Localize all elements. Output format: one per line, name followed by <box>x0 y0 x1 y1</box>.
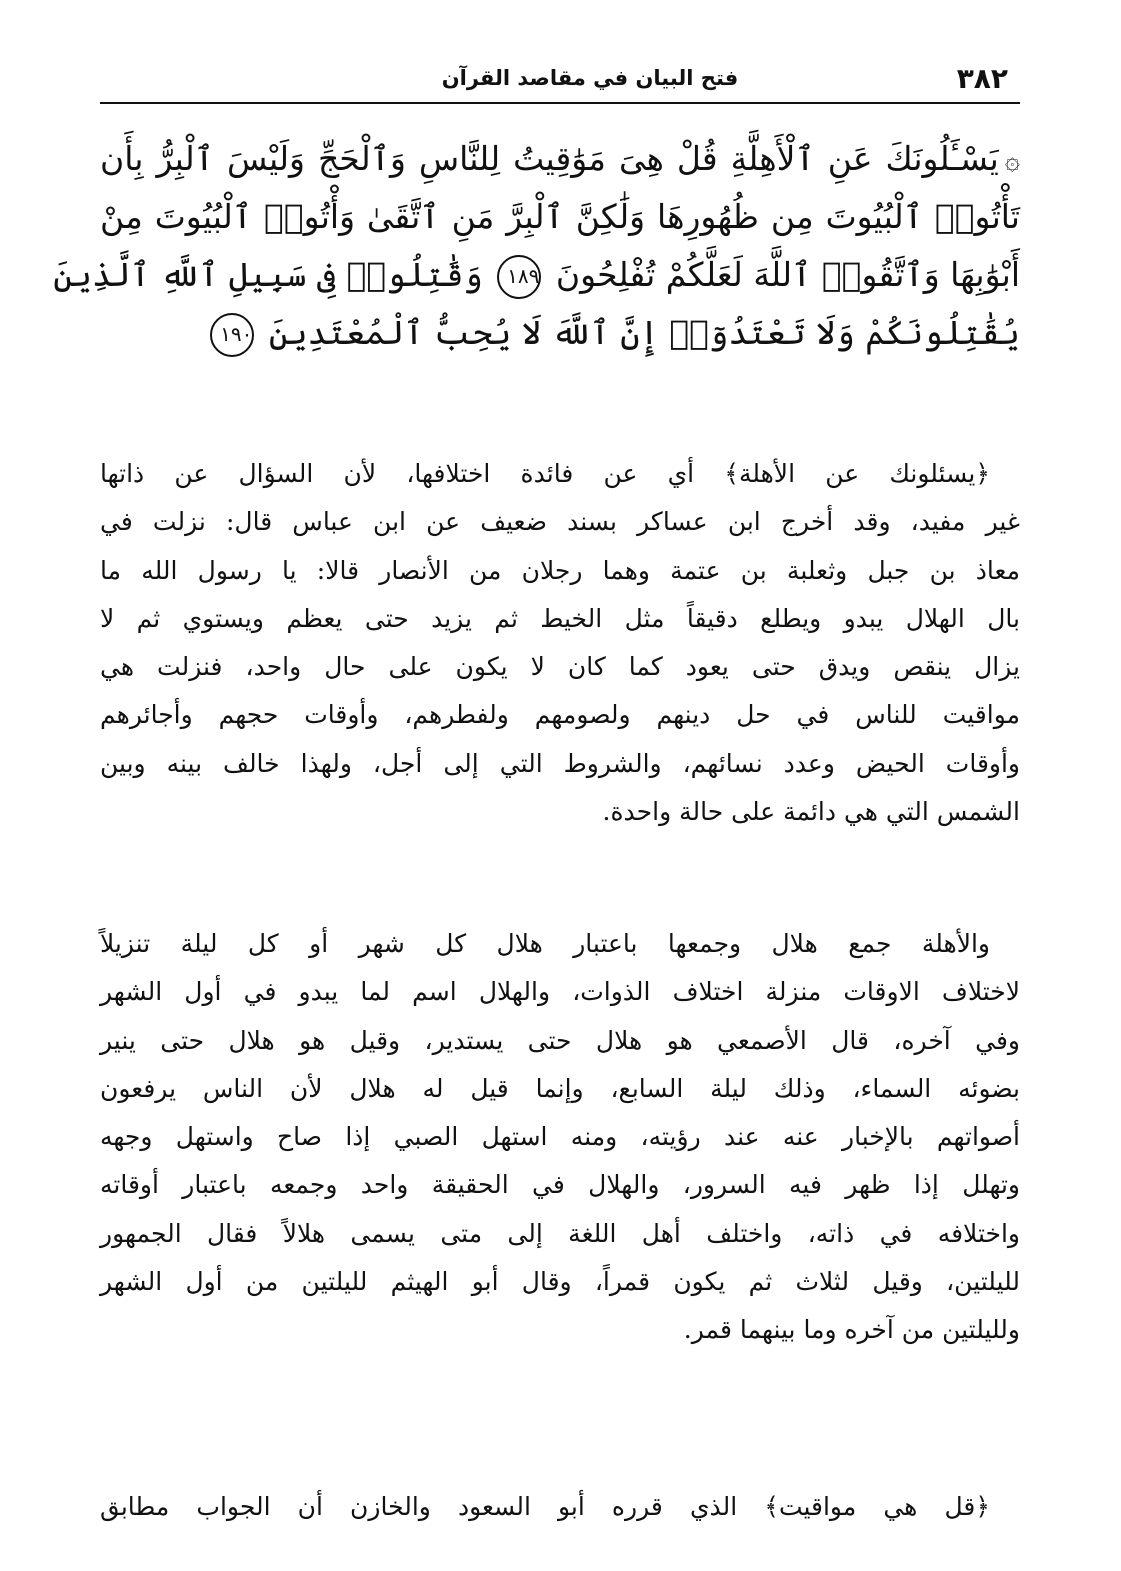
verse-line: تَأْتُوا۟ ٱلْبُيُوتَ مِن ظُهُورِهَا وَلَٰكِنَّ ٱلْبِرَّ مَنِ ٱتَّقَىٰ وَأْتُوا۟ ٱلْبُيُوتَ مِنْ <box>100 197 1020 236</box>
text-line: بضوئه السماء، وذلك ليلة السابع، وإنما قيل له هلال لأن الناس يرفعون <box>100 1073 1020 1103</box>
verse-line: ۞يَسْـَٔلُونَكَ عَنِ ٱلْأَهِلَّةِ قُلْ هِىَ مَوَٰقِيتُ لِلنَّاسِ وَٱلْحَجِّ وَلَيْسَ ٱلْبِرُّ بِأَن <box>100 130 1020 188</box>
text-line: معاذ بن جبل وثعلبة بن عتمة وهما رجلان من الأنصار قالا: يا رسول الله ما <box>100 555 1020 585</box>
text-line: لليلتين، وقيل لثلاث ثم يكون قمراً، وقال أبو الهيثم لليلتين من أول الشهر <box>100 1267 1020 1297</box>
ayah-number-189-icon: ١٨٩ <box>497 255 541 299</box>
text-line: ﴿قل هي مواقيت﴾ الذي قرره أبو السعود والخازن أن الجواب مطابق <box>100 1492 990 1521</box>
text-line: لاختلاف الاوقات منزلة اختلاف الذوات، والهلال اسم لما يبدو في أول الشهر <box>100 977 1020 1007</box>
text-line: يزال ينقص ويدق حتى يعود كما كان لا يكون على حال واحد، فنزلت هي <box>100 652 1020 682</box>
book-title: فتح البيان في مقاصد القرآن <box>441 66 739 90</box>
commentary-paragraph <box>100 920 1020 1355</box>
text-line: أصواتهم بالإخبار عنه عند رؤيته، ومنه استهل الصبي إذا صاح واستهل وجهه <box>100 1122 1020 1152</box>
running-header <box>100 58 1020 104</box>
commentary-paragraph <box>100 450 1020 836</box>
text-line: غير مفيد، وقد أخرج ابن عساكر بسند ضعيف عن ابن عباس قال: نزلت في <box>100 507 1020 537</box>
text-line: ولليلتين من آخره وما بينهما قمر. <box>683 1315 1020 1345</box>
page-number: ٣٨٢ <box>956 62 1008 95</box>
commentary-paragraph <box>100 1483 1020 1531</box>
text-line: ﴿يسئلونك عن الأهلة﴾ أي عن فائدة اختلافها، لأن السؤال عن ذاتها <box>100 459 990 488</box>
ayah-number-190-icon: ١٩٠ <box>210 313 254 357</box>
text-line: وأوقات الحيض وعدد نسائهم، والشروط التي إلى أجل، ولهذا خالف بينه وبين <box>100 748 1020 778</box>
text-line: وتهلل إذا ظهر فيه السرور، والهلال في الحقيقة واحد وجمعه باعتبار أوقاته <box>100 1170 1020 1200</box>
text-line: بال الهلال يبدو ويطلع دقيقاً مثل الخيط ثم يزيد حتى يعظم ويستوي ثم لا <box>100 603 1020 633</box>
verse-line: يُقَٰتِلُونَكُمْ وَلَا تَعْتَدُوٓا۟ إِنَّ ٱللَّهَ لَا يُحِبُّ ٱلْمُعْتَدِينَ ١٩٠ <box>100 304 1020 362</box>
quran-verse-block <box>53 130 1020 362</box>
verse-line: أَبْوَٰبِهَا وَٱتَّقُوا۟ ٱللَّهَ لَعَلَّكُمْ تُفْلِحُونَ ١٨٩ وَقَٰتِلُوا۟ فِى سَبِيلِ ٱللَّهِ ٱلَّذِينَ <box>100 246 1020 304</box>
text-line: الشمس التي هي دائمة على حالة واحدة. <box>602 797 1020 827</box>
text-line: مواقيت للناس في حل دينهم ولصومهم ولفطرهم، وأوقات حجهم وأجائرهم <box>100 700 1020 730</box>
text-line: والأهلة جمع هلال وجمعها باعتبار هلال كل شهر أو كل ليلة تنزيلاً <box>100 929 990 958</box>
rub-el-hizb-icon: ۞ <box>1004 146 1020 176</box>
text-line: وفي آخره، قال الأصمعي هو هلال حتى يستدير، وقيل هو هلال حتى ينير <box>100 1025 1020 1055</box>
text-line: واختلافه في ذاته، واختلف أهل اللغة إلى متى يسمى هلالاً فقال الجمهور <box>100 1218 1020 1248</box>
